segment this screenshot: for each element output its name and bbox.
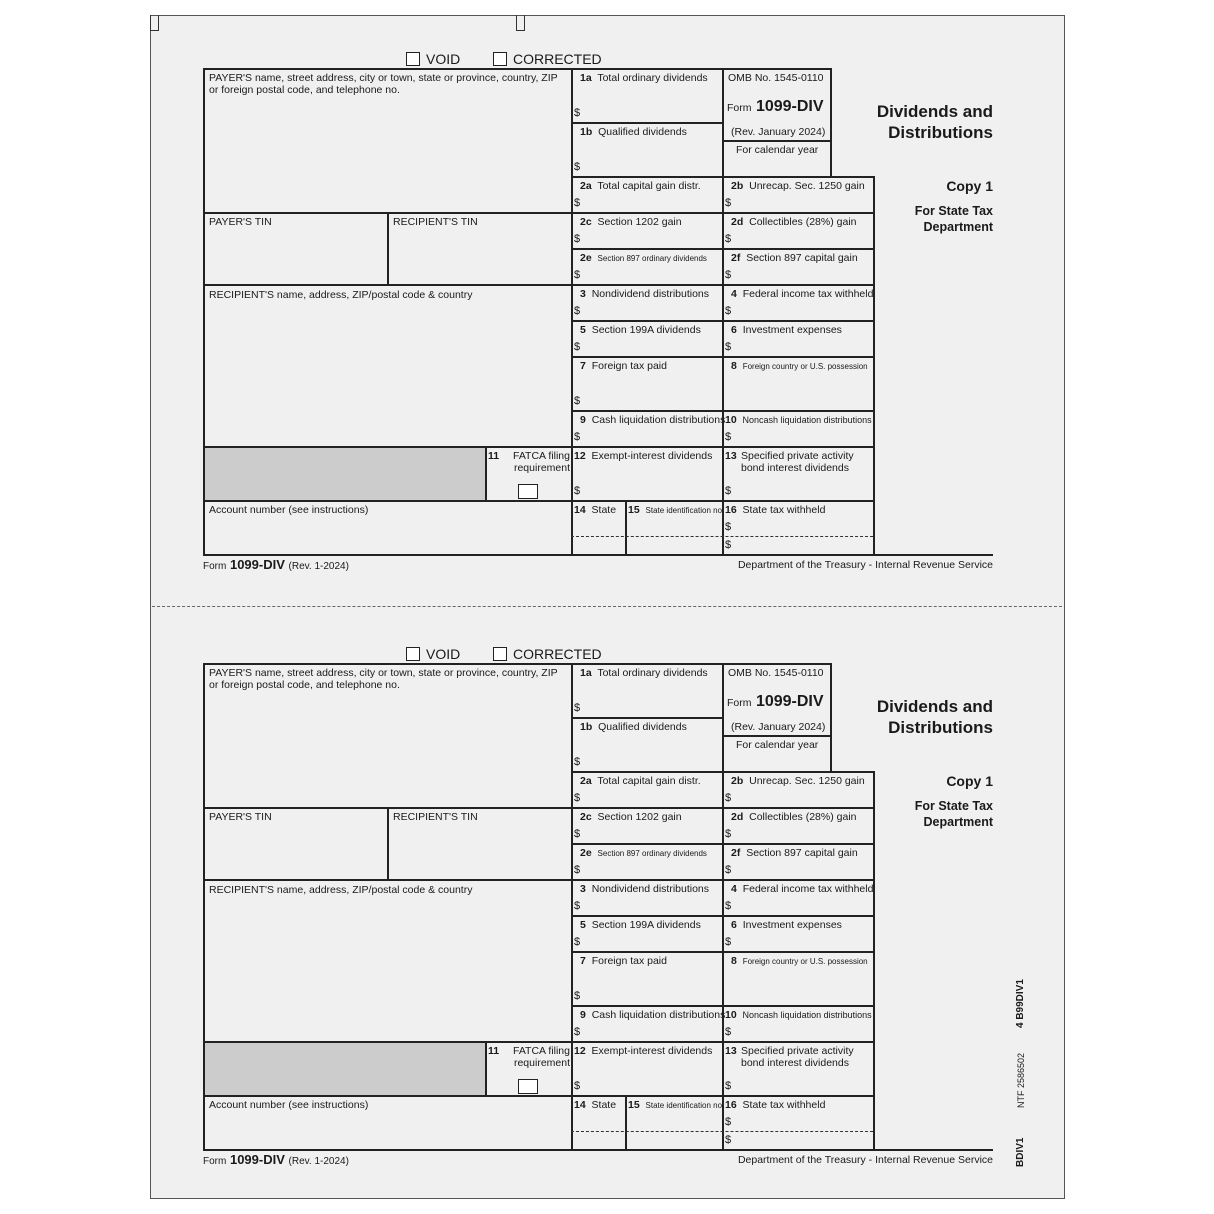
side-form-code: 4 B99DIV1 xyxy=(1015,979,1026,1028)
box-3-label: 3 Nondividend distributions xyxy=(580,883,710,895)
void-checkbox[interactable] xyxy=(406,52,420,66)
box-16-label: 16 State tax withheld xyxy=(725,504,826,516)
box-16-dollar-1: $ xyxy=(725,521,732,533)
box-5-dollar: $ xyxy=(574,341,581,353)
box-6-label: 6 Investment expenses xyxy=(731,919,842,931)
box-8-label: 8 Foreign country or U.S. possession xyxy=(731,360,868,372)
box-2f-dollar: $ xyxy=(725,269,732,281)
box-2f-label: 2f Section 897 capital gain xyxy=(731,847,858,859)
box-2b-dollar: $ xyxy=(725,197,732,209)
box-13-dollar: $ xyxy=(725,485,732,497)
form-title: Dividends and Distributions xyxy=(876,102,993,142)
box-13-num: 13 xyxy=(725,1045,737,1057)
payer-tin-label: PAYER'S TIN xyxy=(209,811,272,823)
recipient-name-label: RECIPIENT'S name, address, ZIP/postal code & country xyxy=(209,884,473,896)
form-id: Form 1099-DIV xyxy=(727,98,824,115)
box-9-dollar: $ xyxy=(574,431,581,443)
box-12-label: 12 Exempt-interest dividends xyxy=(574,1045,713,1057)
box-2b-label: 2b Unrecap. Sec. 1250 gain xyxy=(731,775,865,787)
side-bdiv-code: BDIV1 xyxy=(1015,1137,1026,1167)
box-7-label: 7 Foreign tax paid xyxy=(580,955,667,967)
box-1a-label: 1a Total ordinary dividends xyxy=(580,667,708,679)
box-1a-dollar: $ xyxy=(574,702,581,714)
copy-label: Copy 1 xyxy=(946,178,993,194)
box-2d-dollar: $ xyxy=(725,828,732,840)
form-title: Dividends and Distributions xyxy=(876,697,993,737)
fatca-checkbox[interactable] xyxy=(518,484,538,499)
fatca-label: FATCA filing requirement xyxy=(513,450,570,474)
box-2f-dollar: $ xyxy=(725,864,732,876)
box-2a-dollar: $ xyxy=(574,792,581,804)
box-3-label: 3 Nondividend distributions xyxy=(580,288,710,300)
shaded-area xyxy=(205,1043,485,1095)
form-copy xyxy=(0,0,1214,594)
void-label: VOID xyxy=(426,51,461,67)
box-7-label: 7 Foreign tax paid xyxy=(580,360,667,372)
box-9-dollar: $ xyxy=(574,1026,581,1038)
box-4-label: 4 Federal income tax withheld xyxy=(731,883,874,895)
box-4-label: 4 Federal income tax withheld xyxy=(731,288,874,300)
recipient-name-label: RECIPIENT'S name, address, ZIP/postal code & country xyxy=(209,289,473,301)
box-16-dollar-1: $ xyxy=(725,1116,732,1128)
copy-label: Copy 1 xyxy=(946,773,993,789)
void-label: VOID xyxy=(426,646,461,662)
payer-name-label: PAYER'S name, street address, city or town, state or province, country, ZIP or foreign postal code, and telephone no. xyxy=(209,72,558,96)
box-1b-label: 1b Qualified dividends xyxy=(580,126,687,138)
box-2a-label: 2a Total capital gain distr. xyxy=(580,775,701,787)
account-number-label: Account number (see instructions) xyxy=(209,504,369,516)
copy-description: For State Tax Department xyxy=(914,204,993,234)
box-6-label: 6 Investment expenses xyxy=(731,324,842,336)
box-15-label: 15 State identification no. xyxy=(628,1099,725,1111)
box-8-label: 8 Foreign country or U.S. possession xyxy=(731,955,868,967)
box-14-label: 14 State xyxy=(574,1099,617,1111)
corrected-checkbox[interactable] xyxy=(493,52,507,66)
box-14-label: 14 State xyxy=(574,504,617,516)
box-4-dollar: $ xyxy=(725,900,732,912)
box-13-num: 13 xyxy=(725,450,737,462)
box-2c-label: 2c Section 1202 gain xyxy=(580,216,682,228)
calendar-year-label: For calendar year xyxy=(736,739,819,751)
box-5-dollar: $ xyxy=(574,936,581,948)
payer-name-label: PAYER'S name, street address, city or town, state or province, country, ZIP or foreign postal code, and telephone no. xyxy=(209,667,558,691)
box-2e-dollar: $ xyxy=(574,269,581,281)
box-10-label: 10 Noncash liquidation distributions xyxy=(725,1009,872,1021)
revision-date: (Rev. January 2024) xyxy=(731,126,826,138)
box-7-dollar: $ xyxy=(574,990,581,1002)
box-1a-dollar: $ xyxy=(574,107,581,119)
box-16-dollar-2: $ xyxy=(725,539,732,551)
fatca-checkbox[interactable] xyxy=(518,1079,538,1094)
box-1a-label: 1a Total ordinary dividends xyxy=(580,72,708,84)
box-2d-dollar: $ xyxy=(725,233,732,245)
corrected-checkbox[interactable] xyxy=(493,647,507,661)
box-9-label: 9 Cash liquidation distributions xyxy=(580,1009,726,1021)
omb-number: OMB No. 1545-0110 xyxy=(728,72,824,84)
box-2d-label: 2d Collectibles (28%) gain xyxy=(731,216,857,228)
box-2a-dollar: $ xyxy=(574,197,581,209)
box-2c-dollar: $ xyxy=(574,828,581,840)
box-2c-label: 2c Section 1202 gain xyxy=(580,811,682,823)
box-2f-label: 2f Section 897 capital gain xyxy=(731,252,858,264)
box-2b-label: 2b Unrecap. Sec. 1250 gain xyxy=(731,180,865,192)
box-1b-dollar: $ xyxy=(574,161,581,173)
box-2e-dollar: $ xyxy=(574,864,581,876)
box-6-dollar: $ xyxy=(725,341,732,353)
box-10-dollar: $ xyxy=(725,1026,732,1038)
recipient-tin-label: RECIPIENT'S TIN xyxy=(393,216,478,228)
box-3-dollar: $ xyxy=(574,305,581,317)
revision-date: (Rev. January 2024) xyxy=(731,721,826,733)
box-6-dollar: $ xyxy=(725,936,732,948)
calendar-year-label: For calendar year xyxy=(736,144,819,156)
box-2e-label: 2e Section 897 ordinary dividends xyxy=(580,847,707,859)
void-checkbox[interactable] xyxy=(406,647,420,661)
box-9-label: 9 Cash liquidation distributions xyxy=(580,414,726,426)
box-2e-label: 2e Section 897 ordinary dividends xyxy=(580,252,707,264)
footer-form-id: Form 1099-DIV (Rev. 1-2024) xyxy=(203,557,349,572)
footer-department: Department of the Treasury - Internal Revenue Service xyxy=(737,559,993,571)
fatca-num: 11 xyxy=(488,1045,500,1057)
copy-description: For State Tax Department xyxy=(914,799,993,829)
side-ntf-code: NTF 2586502 xyxy=(1016,1052,1026,1108)
box-5-label: 5 Section 199A dividends xyxy=(580,324,701,336)
box-16-label: 16 State tax withheld xyxy=(725,1099,826,1111)
box-4-dollar: $ xyxy=(725,305,732,317)
payer-tin-label: PAYER'S TIN xyxy=(209,216,272,228)
box-13-label: Specified private activity bond interest dividends xyxy=(741,1045,854,1069)
box-13-label: Specified private activity bond interest dividends xyxy=(741,450,854,474)
box-2c-dollar: $ xyxy=(574,233,581,245)
corrected-label: CORRECTED xyxy=(513,51,602,67)
corrected-label: CORRECTED xyxy=(513,646,602,662)
omb-number: OMB No. 1545-0110 xyxy=(728,667,824,679)
footer-department: Department of the Treasury - Internal Revenue Service xyxy=(737,1154,993,1166)
recipient-tin-label: RECIPIENT'S TIN xyxy=(393,811,478,823)
box-2a-label: 2a Total capital gain distr. xyxy=(580,180,701,192)
box-12-dollar: $ xyxy=(574,485,581,497)
box-15-label: 15 State identification no. xyxy=(628,504,725,516)
form-copy xyxy=(0,595,1214,1189)
fatca-label: FATCA filing requirement xyxy=(513,1045,570,1069)
box-2d-label: 2d Collectibles (28%) gain xyxy=(731,811,857,823)
box-12-dollar: $ xyxy=(574,1080,581,1092)
box-12-label: 12 Exempt-interest dividends xyxy=(574,450,713,462)
fatca-num: 11 xyxy=(488,450,500,462)
box-1b-dollar: $ xyxy=(574,756,581,768)
box-10-dollar: $ xyxy=(725,431,732,443)
box-1b-label: 1b Qualified dividends xyxy=(580,721,687,733)
box-13-dollar: $ xyxy=(725,1080,732,1092)
box-5-label: 5 Section 199A dividends xyxy=(580,919,701,931)
box-7-dollar: $ xyxy=(574,395,581,407)
form-id: Form 1099-DIV xyxy=(727,693,824,710)
box-16-dollar-2: $ xyxy=(725,1134,732,1146)
box-3-dollar: $ xyxy=(574,900,581,912)
account-number-label: Account number (see instructions) xyxy=(209,1099,369,1111)
footer-form-id: Form 1099-DIV (Rev. 1-2024) xyxy=(203,1152,349,1167)
shaded-area xyxy=(205,448,485,500)
box-10-label: 10 Noncash liquidation distributions xyxy=(725,414,872,426)
box-2b-dollar: $ xyxy=(725,792,732,804)
